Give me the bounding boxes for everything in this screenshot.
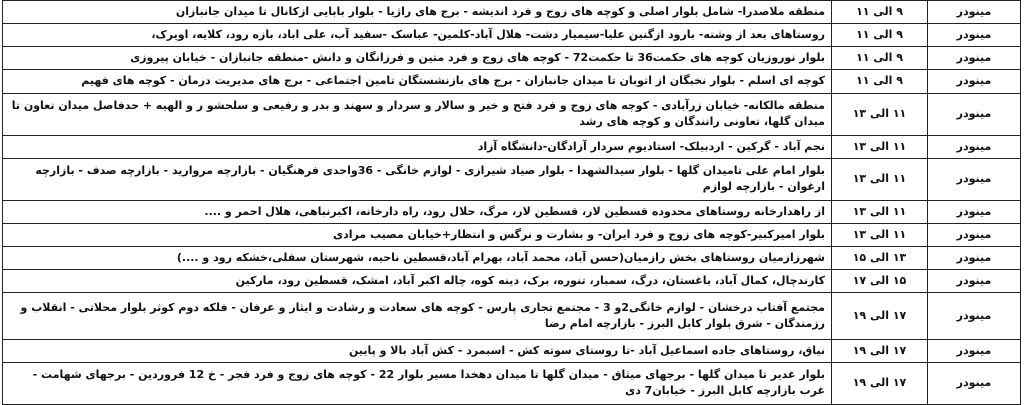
- time-cell: ۱۱ الی ۱۳: [832, 224, 928, 247]
- table-row: [3, 224, 1021, 247]
- time-cell: ۱۷ الی ۱۹: [832, 339, 928, 362]
- table-row: [3, 24, 1021, 47]
- table-row: [3, 247, 1021, 270]
- feeder-cell: مینودر: [928, 70, 1021, 93]
- table-row: [3, 270, 1021, 293]
- feeder-cell: مینودر: [928, 158, 1021, 200]
- area-cell: بلوار امام علی تامیدان گلها - بلوار سیدالشهدا - بلوار صیاد شیرازی - لوازم خانگی - 36واحدی فرهنگیان - بازارچه مروارید - بازارچه صدف - بازارچه ارغوان - بازارچه لوازم: [3, 158, 832, 200]
- time-cell: ۱۱ الی ۱۳: [832, 200, 928, 223]
- area-cell: نجم آباد - گرکین - اردبیلک- استادیوم سردار آزادگان-دانشگاه آزاد: [3, 135, 832, 158]
- area-cell: مجتمع آفتاب درخشان - لوازم خانگی2و 3 - مجتمع تجاری پارس - کوچه های سعادت و رشادت و ایثار و عرفان - فلکه دوم کوثر بلوار محلاتی - انقلاب و رزمندگان - شرق بلوار کابل البرز - بازارچه امام رضا: [3, 293, 832, 339]
- time-cell: ۱۱ الی ۱۳: [832, 158, 928, 200]
- time-cell: ۱۳ الی ۱۵: [832, 247, 928, 270]
- area-cell: شهرزازمیان روستاهای بخش رازمیان(حسن آباد، محمد آباد، بهرام آباد،قسطین ناحیه، شهرستان سفلی،خشکه رود و ....): [3, 247, 832, 270]
- feeder-cell: مینودر: [928, 200, 1021, 223]
- table-row: [3, 293, 1021, 339]
- feeder-cell: مینودر: [928, 47, 1021, 70]
- area-cell: بلوار نوروزیان کوچه های حکمت36 تا حکمت72 - کوچه های زوج و فرد متین و فرزانگان و دانش -منطقه جانبازان - خیابان پیروزی: [3, 47, 832, 70]
- area-cell: روستاهای بعد از وشته- بارود ازگنین علیا-سیمیار دشت- هلال آباد-کلمین- عباسک -سفید آب، علی اباد، بازه رود، کلایه، اویرک،: [3, 24, 832, 47]
- feeder-cell: مینودر: [928, 270, 1021, 293]
- table-row: [3, 339, 1021, 362]
- area-cell: از راهدارخانه روستاهای محدوده قسطین لار، قسطین لار، مرگ، حلال رود، راه دارخانه، اکبرنباهی، هلال احمر و ....: [3, 200, 832, 223]
- table-row: [3, 362, 1021, 404]
- area-cell: بلوار امیرکبیر-کوچه های زوج و فرد ایران- و بشارت و نرگس و انتظار+خیابان مصیب مرادی: [3, 224, 832, 247]
- table-row: [3, 1, 1021, 24]
- area-cell: نیاق، روستاهای جاده اسماعیل آباد -تا روستای سوته کش - اسبمرد - کش آباد بالا و پایین: [3, 339, 832, 362]
- feeder-cell: مینودر: [928, 24, 1021, 47]
- feeder-cell: مینودر: [928, 93, 1021, 135]
- table-row: [3, 93, 1021, 135]
- time-cell: ۱۱ الی ۱۳: [832, 135, 928, 158]
- table-row: [3, 47, 1021, 70]
- feeder-cell: مینودر: [928, 339, 1021, 362]
- feeder-cell: مینودر: [928, 293, 1021, 339]
- feeder-cell: مینودر: [928, 224, 1021, 247]
- area-cell: کوچه ای اسلم - بلوار نخبگان از اتوبان تا میدان جانبازان - برج های بازنشستگان تامین اجتماعی - برج های مدیریت درمان - کوچه های فهیم: [3, 70, 832, 93]
- area-cell: کارندچال، کمال آباد، باغستان، درگ، سمبار، تنوره، برک، دینه کوه، چاله اکبر آباد، امشک، قسطین رود، مارکین: [3, 270, 832, 293]
- feeder-cell: مینودر: [928, 1, 1021, 24]
- time-cell: ۱۷ الی ۱۹: [832, 362, 928, 404]
- time-cell: ۹ الی ۱۱: [832, 47, 928, 70]
- feeder-cell: مینودر: [928, 362, 1021, 404]
- time-cell: ۱۱ الی ۱۳: [832, 93, 928, 135]
- time-cell: ۹ الی ۱۱: [832, 70, 928, 93]
- time-cell: ۹ الی ۱۱: [832, 24, 928, 47]
- outage-schedule-table: [2, 0, 1021, 405]
- time-cell: ۱۷ الی ۱۹: [832, 293, 928, 339]
- table-row: [3, 70, 1021, 93]
- area-cell: بلوار غدیر تا میدان گلها - برجهای میثاق - میدان گلها تا میدان دهخدا مسیر بلوار 22 - کوچه های زوج و فرد فجر - خ 12 فروردین - برجهای شهامت - غرب بازارچه کابل البرز - خیابان7 دی: [3, 362, 832, 404]
- feeder-cell: مینودر: [928, 135, 1021, 158]
- table-row: [3, 200, 1021, 223]
- feeder-cell: مینودر: [928, 247, 1021, 270]
- area-cell: منطقه مالکانه- خیابان زرآبادی - کوچه های زوج و فرد فتح و خیر و سالار و سردار و سهند و بدر و رفیعی و سلحشو ر و الهیه + حدفاصل میدان تعاون تا میدان گلها، تعاونی رانندگان و کوچه های رشد: [3, 93, 832, 135]
- time-cell: ۱۵ الی ۱۷: [832, 270, 928, 293]
- table-row: [3, 158, 1021, 200]
- table-row: [3, 135, 1021, 158]
- time-cell: ۹ الی ۱۱: [832, 1, 928, 24]
- area-cell: منطقه ملاصدرا- شامل بلوار اصلی و کوچه های زوج و فرد اندیشه - برج های راژیا - بلوار بابایی ازکانال تا میدان جانبازان: [3, 1, 832, 24]
